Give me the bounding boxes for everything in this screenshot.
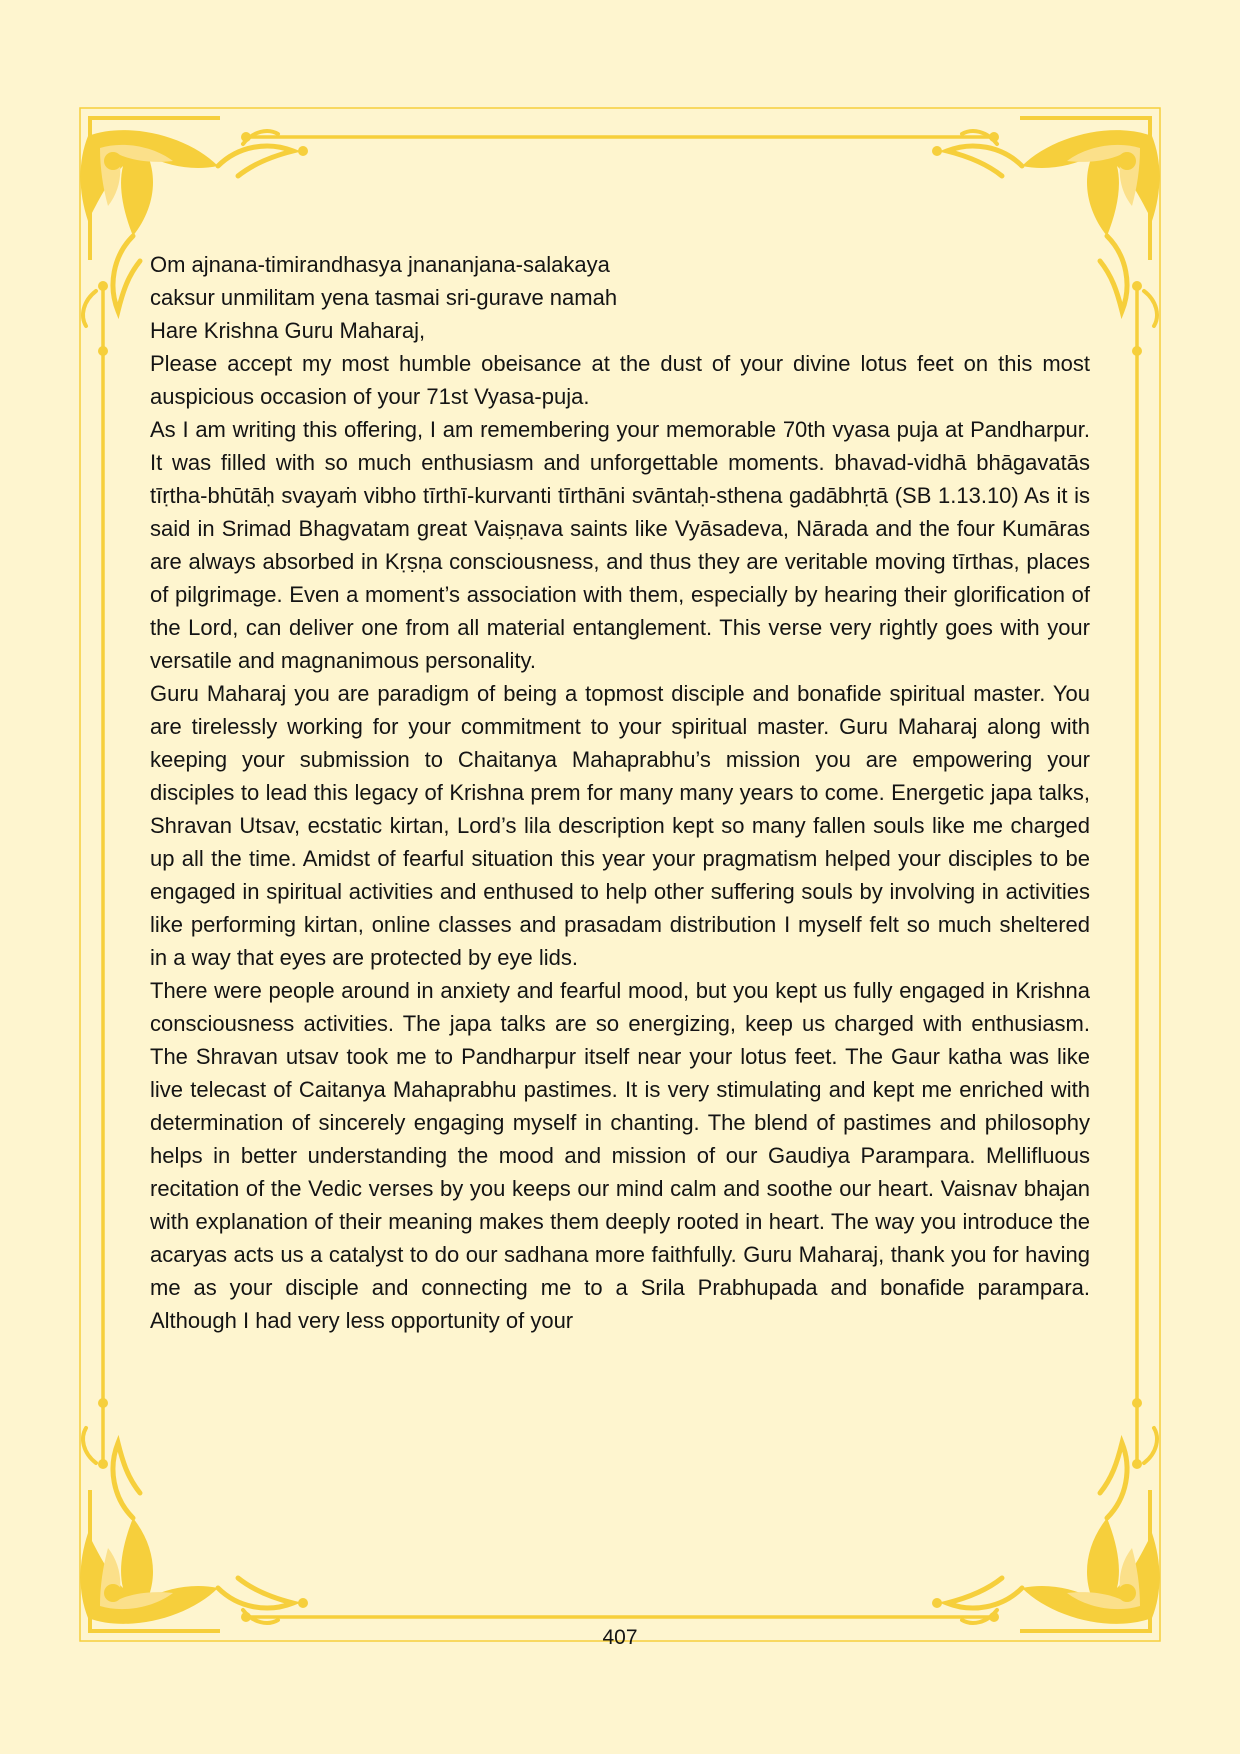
intro-paragraph: Please accept my most humble obeisance at the dust of your divine lotus feet on this most auspicious occasion of your 71st Vyasa-puja.	[150, 351, 1090, 409]
invocation-line-2: caksur unmilitam yena tasmai sri-gurave namah	[150, 285, 618, 310]
paragraph-1: As I am writing this offering, I am remembering your memorable 70th vyasa puja at Pandharpur. It was filled with so much enthusiasm and unforgettable moments. bhavad-vidhā bhāgavatās tīṛtha-bhūtāḥ svayaṁ vibho tīrthī-kurvanti tīrthāni svāntaḥ-sthena gadābhṛtā (SB 1.13.10) As it is said in Srimad Bhagvatam great Vaiṣṇava saints like Vyāsadeva, Nārada and the four Kumāras are always absorbed in Kṛṣṇa consciousness, and thus they are veritable moving tīrthas, places of pilgrimage. Even a moment’s association with them, especially by hearing their glorification of the Lord, can deliver one from all material entanglement. This verse very rightly goes with your versatile and magnanimous personality.	[150, 417, 1090, 673]
greeting: Hare Krishna Guru Maharaj,	[150, 318, 426, 343]
page-number: 407	[602, 1626, 638, 1649]
invocation-line-1: Om ajnana-timirandhasya jnananjana-salakaya	[150, 252, 610, 277]
paragraph-2: Guru Maharaj you are paradigm of being a topmost disciple and bonafide spiritual master. You are tirelessly working for your commitment to your spiritual master. Guru Maharaj along with keeping your submission to Chaitanya Mahaprabhu’s mission you are empowering your disciples to lead this legacy of Krishna prem for many many years to come. Energetic japa talks, Shravan Utsav, ecstatic kirtan, Lord’s lila description kept so many fallen souls like me charged up all the time. Amidst of fearful situation this year your pragmatism helped your disciples to be engaged in spiritual activities and enthused to help other suffering souls by involving in activities like performing kirtan, online classes and prasadam distribution I myself felt so much sheltered in a way that eyes are protected by eye lids.	[150, 681, 1090, 970]
letter-body	[150, 248, 1090, 1337]
paragraph-3: There were people around in anxiety and fearful mood, but you kept us fully engaged in Krishna consciousness activities. The japa talks are so energizing, keep us charged with enthusiasm. The Shravan utsav took me to Pandharpur itself near your lotus feet. The Gaur katha was like live telecast of Caitanya Mahaprabhu pastimes. It is very stimulating and kept me enriched with determination of sincerely engaging myself in chanting. The blend of pastimes and philosophy helps in better understanding the mood and mission of our Gaudiya Parampara. Mellifluous recitation of the Vedic verses by you keeps our mind calm and soothe our heart. Vaisnav bhajan with explanation of their meaning makes them deeply rooted in heart. The way you introduce the acaryas acts us a catalyst to do our sadhana more faithfully. Guru Maharaj, thank you for having me as your disciple and connecting me to a Srila Prabhupada and bonafide parampara. Although I had very less opportunity of your	[150, 978, 1090, 1333]
